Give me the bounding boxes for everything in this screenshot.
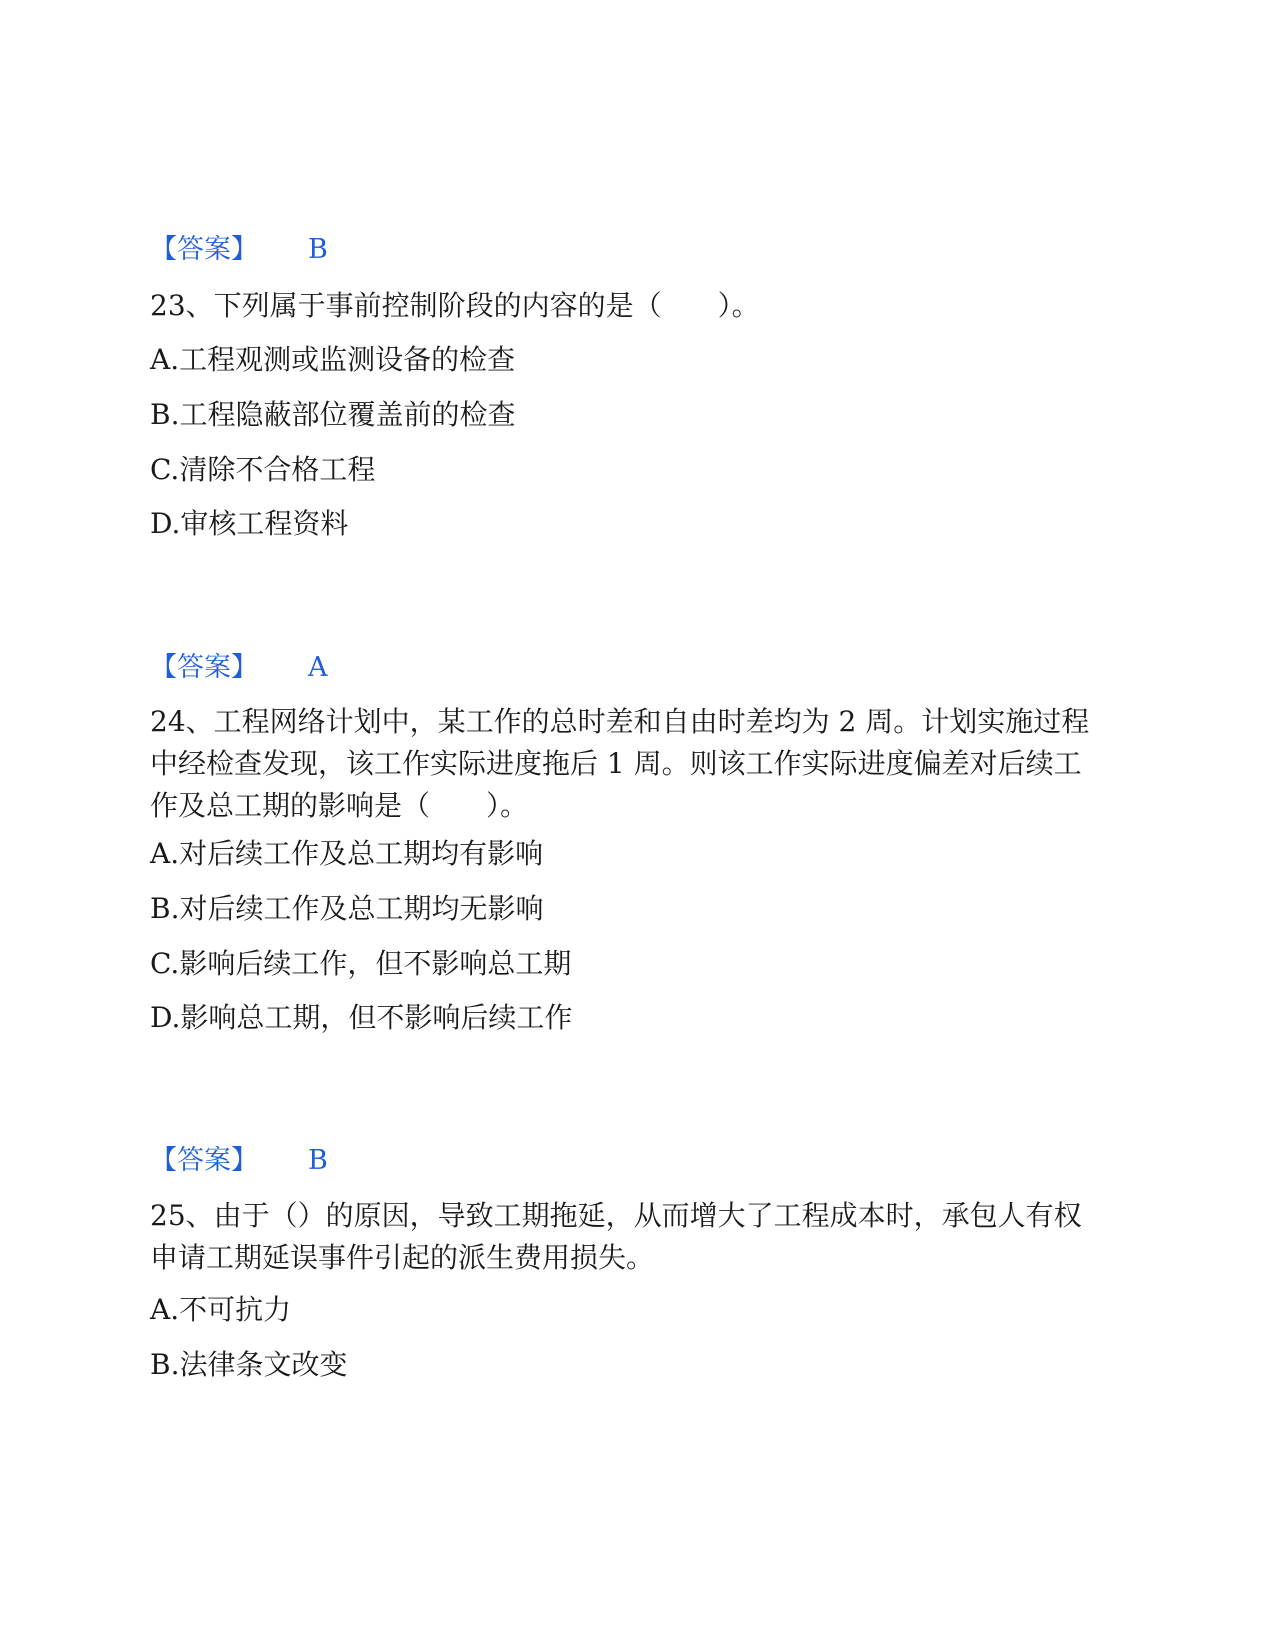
option-d: D.影响总工期，但不影响后续工作 — [150, 1001, 573, 1034]
answer-label: 【答案】 — [150, 652, 258, 683]
answer-value: B — [308, 1145, 328, 1176]
answer-line — [150, 650, 328, 686]
answer-line — [150, 232, 328, 268]
option-c: C.清除不合格工程 — [150, 453, 376, 486]
answer-value: A — [308, 652, 328, 683]
answer-line — [150, 1143, 328, 1179]
option-b: B.工程隐蔽部位覆盖前的检查 — [150, 398, 516, 431]
option-a: A.对后续工作及总工期均有影响 — [150, 837, 544, 870]
question-25-line-1: 25、由于（）的原因，导致工期拖延，从而增大了工程成本时，承包人有权 — [150, 1199, 1082, 1232]
answer-label: 【答案】 — [150, 234, 258, 265]
question-24-line-1: 24、工程网络计划中，某工作的总时差和自由时差均为 2 周。计划实施过程 — [150, 705, 1090, 738]
option-d: D.审核工程资料 — [150, 507, 349, 540]
option-b: B.对后续工作及总工期均无影响 — [150, 892, 544, 925]
option-b: B.法律条文改变 — [150, 1348, 348, 1381]
answer-label: 【答案】 — [150, 1145, 258, 1176]
question-25-line-2: 申请工期延误事件引起的派生费用损失。 — [150, 1241, 655, 1274]
answer-value: B — [308, 234, 328, 265]
question-24-line-3: 作及总工期的影响是（ ）。 — [150, 789, 529, 822]
option-a: A.工程观测或监测设备的检查 — [150, 343, 516, 376]
option-a: A.不可抗力 — [150, 1293, 292, 1326]
question-24-line-2: 中经检查发现，该工作实际进度拖后 1 周。则该工作实际进度偏差对后续工 — [150, 747, 1082, 780]
question-23-text: 23、下列属于事前控制阶段的内容的是（ ）。 — [150, 289, 760, 322]
option-c: C.影响后续工作，但不影响总工期 — [150, 947, 572, 980]
